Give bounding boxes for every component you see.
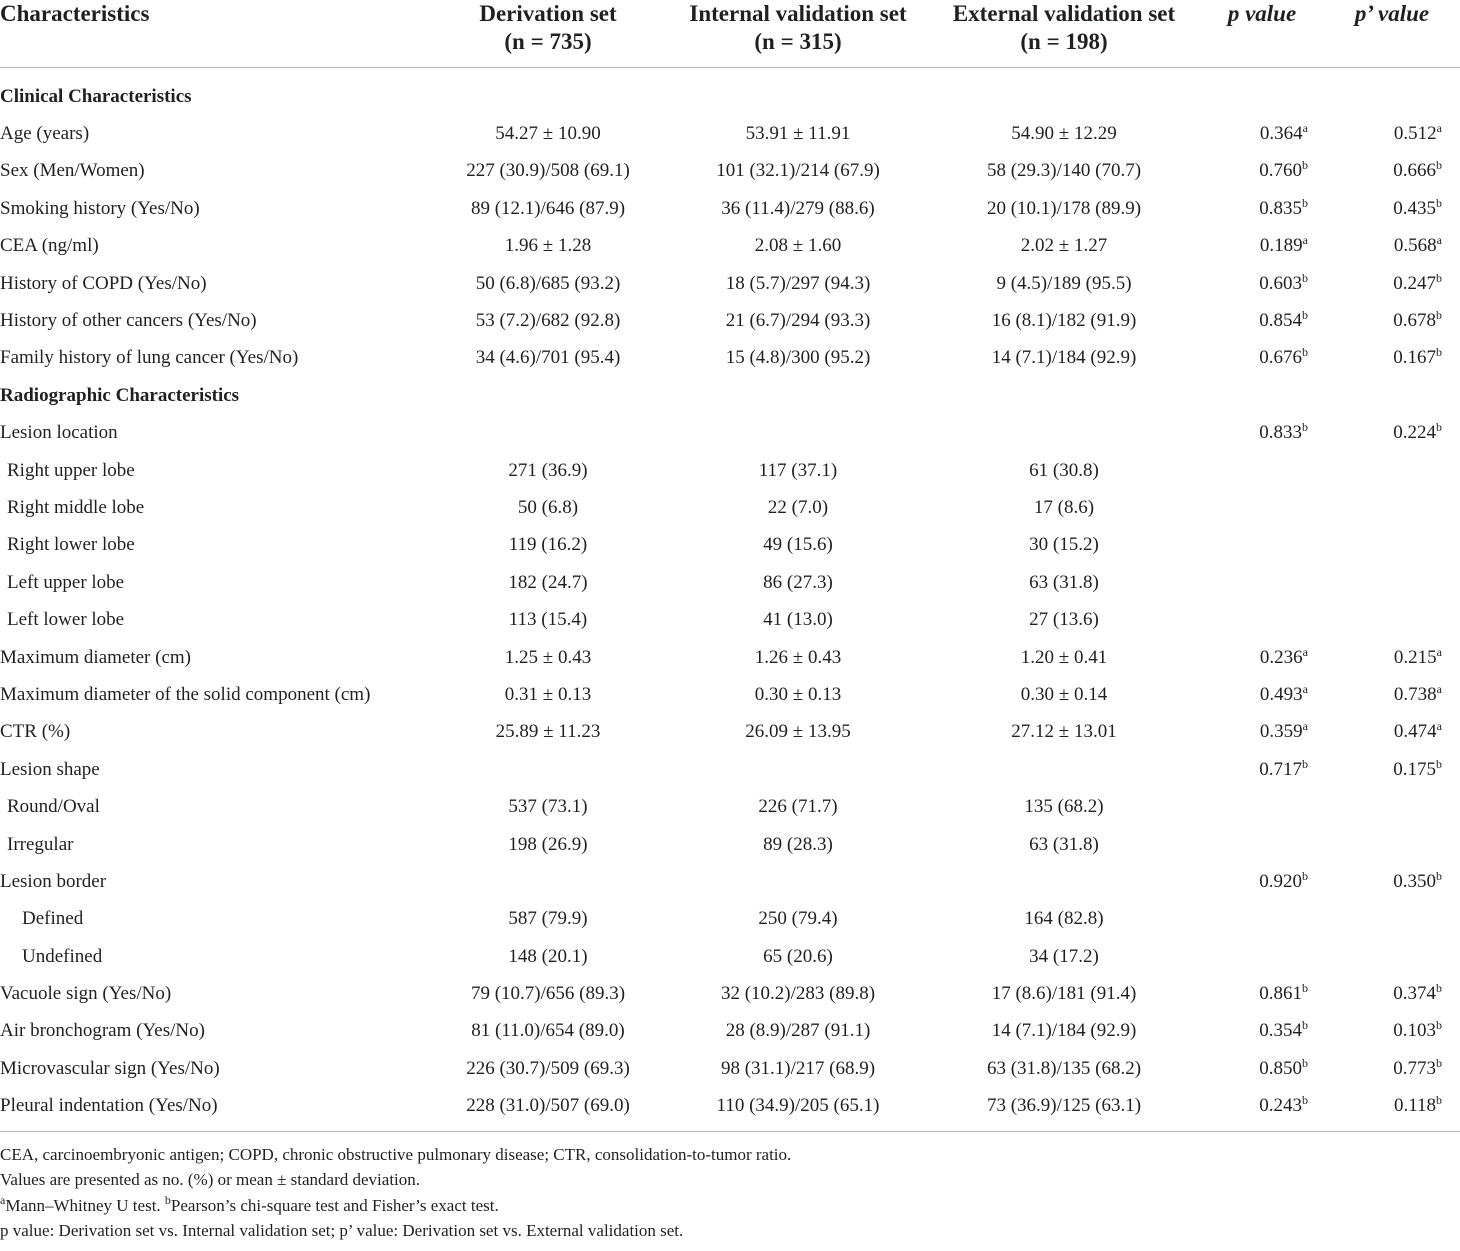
row-label: Irregular (7, 833, 74, 855)
cell-derivation: 81 (11.0)/654 (89.0) (471, 1020, 625, 1042)
table-row (0, 228, 1460, 265)
table-row (0, 826, 1460, 863)
cell-external: 61 (30.8) (1029, 459, 1099, 481)
cell-external (928, 751, 1200, 788)
cell-p-prime-value: 0.118$^b$ (1324, 1088, 1460, 1132)
header-p-prime-value: p’ value (1324, 0, 1460, 68)
cell-p-prime-value: 0.374$^b$ (1393, 981, 1442, 1005)
cell-external: 9 (4.5)/189 (95.5) (996, 272, 1132, 294)
row-label: History of other cancers (Yes/No) (0, 310, 257, 332)
cell-derivation: 1.96 ± 1.28 (504, 235, 592, 257)
cell-p-value: 0.760$^b$ (1259, 158, 1308, 182)
cell-p-prime-value: 0.247$^b$ (1393, 270, 1442, 294)
cell-derivation: 0.31 ± 0.13 (504, 683, 592, 705)
cell-external: 30 (15.2) (1029, 534, 1099, 556)
cell-derivation (428, 68, 668, 116)
cell-internal: 21 (6.7)/294 (93.3) (725, 310, 871, 332)
cell-external (928, 377, 1200, 414)
cell-derivation: 537 (73.1) (508, 796, 588, 818)
cell-p-prime-value (1324, 527, 1460, 564)
cell-p-value (1200, 489, 1324, 526)
cell-internal: 250 (79.4) (758, 908, 838, 930)
header-derivation-set: Derivation set (n = 735) (428, 0, 668, 68)
cell-p-prime-value: 0.167$^b$ (1393, 345, 1442, 369)
cell-derivation: 226 (30.7)/509 (69.3) (466, 1057, 630, 1079)
cell-p-value (1200, 452, 1324, 489)
row-label: Lesion border (0, 870, 107, 892)
table-row (0, 714, 1460, 751)
cell-p-prime-value (1324, 489, 1460, 526)
cell-internal: 65 (20.6) (763, 945, 833, 967)
cell-p-value (1200, 826, 1324, 863)
cell-p-prime-value (1324, 564, 1460, 601)
row-label: Vacuole sign (Yes/No) (0, 983, 172, 1005)
cell-p-value: 0.236$^a$ (1259, 644, 1308, 668)
table-body (0, 68, 1460, 1132)
row-label: Maximum diameter of the solid component (cm) (0, 683, 371, 705)
footnote-comparison: p value: Derivation set vs. Internal validation set; p’ value: Derivation set vs. External validation set. (0, 1221, 684, 1241)
cell-external: 63 (31.8)/135 (68.2) (986, 1057, 1142, 1079)
cell-external: 63 (31.8) (1029, 833, 1099, 855)
table-row (0, 265, 1460, 302)
cell-external: 17 (8.6)/181 (91.4) (991, 983, 1137, 1005)
cell-external: 17 (8.6) (1033, 496, 1095, 518)
cell-derivation (428, 415, 668, 452)
cell-derivation: 148 (20.1) (508, 945, 588, 967)
cell-derivation: 89 (12.1)/646 (87.9) (470, 197, 626, 219)
cell-p-prime-value: 0.512$^a$ (1393, 121, 1442, 145)
cell-p-value (1200, 564, 1324, 601)
cell-external: 63 (31.8) (1029, 571, 1099, 593)
row-label: Clinical Characteristics (0, 85, 192, 107)
cell-internal: 101 (32.1)/214 (67.9) (716, 160, 880, 182)
row-label: Family history of lung cancer (Yes/No) (0, 347, 299, 369)
table-row (0, 190, 1460, 227)
cell-p-value: 0.243$^b$ (1200, 1088, 1324, 1132)
cell-p-prime-value (1324, 68, 1460, 116)
cell-internal: 28 (8.9)/287 (91.1) (725, 1020, 871, 1042)
cell-derivation: 113 (15.4) (508, 609, 588, 631)
cell-derivation: 53 (7.2)/682 (92.8) (475, 310, 621, 332)
cell-p-value: 0.189$^a$ (1259, 233, 1308, 257)
cell-internal: 41 (13.0) (763, 609, 833, 631)
table-row (0, 863, 1460, 900)
row-label: CTR (%) (0, 721, 71, 743)
cell-internal: 49 (15.6) (763, 534, 833, 556)
footnote-values: Values are presented as no. (%) or mean ± standard deviation. (0, 1170, 421, 1190)
cell-p-prime-value (1324, 452, 1460, 489)
table-row (0, 1013, 1460, 1050)
cell-p-prime-value (1324, 788, 1460, 825)
cell-p-value (1200, 68, 1324, 116)
cell-p-prime-value: 0.215$^a$ (1393, 644, 1442, 668)
table-row (0, 751, 1460, 788)
table-row (0, 452, 1460, 489)
table-row (0, 115, 1460, 152)
cell-internal: 2.08 ± 1.60 (754, 235, 842, 257)
header-p-value: p value (1200, 0, 1324, 68)
cell-p-prime-value: 0.224$^b$ (1393, 420, 1442, 444)
cell-p-value: 0.676$^b$ (1259, 345, 1308, 369)
row-label: Pleural indentation (Yes/No) (0, 1088, 428, 1132)
cell-derivation: 54.27 ± 10.90 (495, 123, 601, 145)
row-label: Age (years) (0, 123, 90, 145)
row-label: History of COPD (Yes/No) (0, 272, 207, 294)
cell-derivation: 1.25 ± 0.43 (504, 646, 592, 668)
table-row (0, 153, 1460, 190)
cell-p-prime-value (1324, 601, 1460, 638)
cell-internal (668, 377, 928, 414)
table-row (0, 1050, 1460, 1087)
table-row (0, 901, 1460, 938)
cell-derivation: 119 (16.2) (508, 534, 588, 556)
cell-internal (668, 415, 928, 452)
footnote-tests: $^a$Mann–Whitney U test. $^b$Pearson’s chi-square test and Fisher’s exact test. (0, 1192, 499, 1215)
cell-p-value: 0.359$^a$ (1259, 719, 1308, 743)
row-label: Smoking history (Yes/No) (0, 197, 200, 219)
table-header-row (0, 0, 1460, 68)
cell-p-value (1200, 601, 1324, 638)
cell-internal: 0.30 ± 0.13 (754, 683, 842, 705)
cell-p-value: 0.364$^a$ (1259, 121, 1308, 145)
cell-internal: 86 (27.3) (763, 571, 833, 593)
cell-p-prime-value (1324, 901, 1460, 938)
cell-internal: 15 (4.8)/300 (95.2) (725, 347, 871, 369)
cell-external: 14 (7.1)/184 (92.9) (991, 347, 1137, 369)
cell-p-value: 0.493$^a$ (1259, 681, 1308, 705)
cell-derivation: 182 (24.7) (508, 571, 588, 593)
cell-p-prime-value: 0.435$^b$ (1393, 195, 1442, 219)
cell-p-value (1200, 377, 1324, 414)
table-row (0, 975, 1460, 1012)
cell-external: 164 (82.8) (1024, 908, 1104, 930)
row-label: Radiographic Characteristics (0, 384, 240, 406)
cell-external: 58 (29.3)/140 (70.7) (986, 160, 1142, 182)
cell-internal: 32 (10.2)/283 (89.8) (720, 983, 876, 1005)
cell-p-prime-value: 0.773$^b$ (1393, 1055, 1442, 1079)
cell-internal: 89 (28.3) (763, 833, 833, 855)
cell-p-value (1200, 901, 1324, 938)
cell-p-value: 0.920$^b$ (1259, 868, 1308, 892)
cell-p-prime-value: 0.738$^a$ (1393, 681, 1442, 705)
table-row (0, 340, 1460, 377)
cell-p-value: 0.603$^b$ (1259, 270, 1308, 294)
row-label: CEA (ng/ml) (0, 235, 99, 257)
cell-internal (668, 68, 928, 116)
cell-external: 20 (10.1)/178 (89.9) (986, 197, 1142, 219)
table-row (0, 639, 1460, 676)
table-row (0, 489, 1460, 526)
cell-derivation: 50 (6.8)/685 (93.2) (475, 272, 621, 294)
row-label: Air bronchogram (Yes/No) (0, 1020, 205, 1042)
header-internal-validation-set: Internal validation set (n = 315) (668, 0, 928, 68)
cell-internal (668, 751, 928, 788)
cell-p-value: 0.854$^b$ (1259, 308, 1308, 332)
cell-internal: 26.09 ± 13.95 (745, 721, 851, 743)
cell-p-value (1200, 938, 1324, 975)
cell-internal (668, 863, 928, 900)
table-row (0, 788, 1460, 825)
cell-derivation: 50 (6.8) (517, 496, 579, 518)
cell-p-prime-value (1324, 826, 1460, 863)
cell-external (928, 415, 1200, 452)
table-row (0, 564, 1460, 601)
header-characteristics: Characteristics (0, 0, 428, 68)
row-label: Round/Oval (7, 796, 100, 818)
cell-p-value: 0.354$^b$ (1259, 1018, 1308, 1042)
row-label: Lesion location (0, 422, 118, 444)
cell-internal: 110 (34.9)/205 (65.1) (668, 1088, 928, 1132)
table-row (0, 601, 1460, 638)
row-label: Undefined (22, 945, 103, 967)
cell-external: 2.02 ± 1.27 (1020, 235, 1108, 257)
cell-p-value (1200, 788, 1324, 825)
table-row (0, 527, 1460, 564)
row-label: Right middle lobe (7, 496, 145, 518)
cell-internal: 117 (37.1) (758, 459, 838, 481)
cell-derivation: 198 (26.9) (508, 833, 588, 855)
section-row (0, 68, 1460, 116)
cell-p-prime-value (1324, 377, 1460, 414)
cell-derivation: 228 (31.0)/507 (69.0) (428, 1088, 668, 1132)
row-label: Lesion shape (0, 758, 100, 780)
cell-external: 0.30 ± 0.14 (1020, 683, 1108, 705)
cell-derivation: 227 (30.9)/508 (69.1) (466, 160, 630, 182)
cell-external: 34 (17.2) (1029, 945, 1099, 967)
table-row (0, 415, 1460, 452)
row-label: Microvascular sign (Yes/No) (0, 1057, 220, 1079)
cell-external: 1.20 ± 0.41 (1020, 646, 1108, 668)
cell-p-prime-value: 0.350$^b$ (1393, 868, 1442, 892)
cell-p-prime-value: 0.666$^b$ (1393, 158, 1442, 182)
cell-external: 14 (7.1)/184 (92.9) (991, 1020, 1137, 1042)
cell-internal: 53.91 ± 11.91 (745, 123, 851, 145)
table-footnotes (0, 1132, 1460, 1244)
cell-p-value: 0.861$^b$ (1259, 981, 1308, 1005)
row-label: Right lower lobe (7, 534, 135, 556)
row-label: Right upper lobe (7, 459, 135, 481)
cell-derivation: 34 (4.6)/701 (95.4) (475, 347, 621, 369)
footnote-abbreviations: CEA, carcinoembryonic antigen; COPD, chronic obstructive pulmonary disease; CTR, consolidation-to-tumor ratio. (0, 1144, 792, 1164)
table-row (0, 1088, 1460, 1132)
cell-external: 73 (36.9)/125 (63.1) (928, 1088, 1200, 1132)
row-label: Left lower lobe (7, 609, 125, 631)
cell-internal: 226 (71.7) (758, 796, 838, 818)
cell-derivation: 79 (10.7)/656 (89.3) (470, 983, 626, 1005)
cell-p-value: 0.717$^b$ (1259, 756, 1308, 780)
cell-internal: 22 (7.0) (767, 496, 829, 518)
cell-external: 27 (13.6) (1029, 609, 1099, 631)
table-row (0, 302, 1460, 339)
cell-derivation: 271 (36.9) (508, 459, 588, 481)
cell-external: 16 (8.1)/182 (91.9) (991, 310, 1137, 332)
cell-derivation: 25.89 ± 11.23 (495, 721, 601, 743)
header-external-validation-set: External validation set (n = 198) (928, 0, 1200, 68)
cell-p-prime-value: 0.175$^b$ (1393, 756, 1442, 780)
cell-external (928, 863, 1200, 900)
row-label: Left upper lobe (7, 571, 125, 593)
cell-p-prime-value: 0.474$^a$ (1393, 719, 1442, 743)
cell-internal: 98 (31.1)/217 (68.9) (720, 1057, 876, 1079)
table-row (0, 938, 1460, 975)
cell-p-prime-value (1324, 938, 1460, 975)
cell-internal: 1.26 ± 0.43 (754, 646, 842, 668)
cell-external: 27.12 ± 13.01 (1011, 721, 1117, 743)
row-label: Sex (Men/Women) (0, 160, 145, 182)
cell-derivation (428, 377, 668, 414)
cell-p-value (1200, 527, 1324, 564)
cell-internal: 36 (11.4)/279 (88.6) (721, 197, 875, 219)
row-label: Maximum diameter (cm) (0, 646, 191, 668)
cell-p-prime-value: 0.103$^b$ (1393, 1018, 1442, 1042)
cell-p-value: 0.833$^b$ (1259, 420, 1308, 444)
cell-internal: 18 (5.7)/297 (94.3) (725, 272, 871, 294)
cell-external (928, 68, 1200, 116)
cell-derivation: 587 (79.9) (508, 908, 588, 930)
section-row (0, 377, 1460, 414)
cell-p-value: 0.850$^b$ (1259, 1055, 1308, 1079)
cell-p-value: 0.835$^b$ (1259, 195, 1308, 219)
cell-p-prime-value: 0.568$^a$ (1393, 233, 1442, 257)
cell-derivation (428, 863, 668, 900)
cell-external: 54.90 ± 12.29 (1011, 123, 1117, 145)
row-label: Defined (22, 908, 84, 930)
cell-p-prime-value: 0.678$^b$ (1393, 308, 1442, 332)
cell-derivation (428, 751, 668, 788)
table-row (0, 676, 1460, 713)
cell-external: 135 (68.2) (1024, 796, 1104, 818)
